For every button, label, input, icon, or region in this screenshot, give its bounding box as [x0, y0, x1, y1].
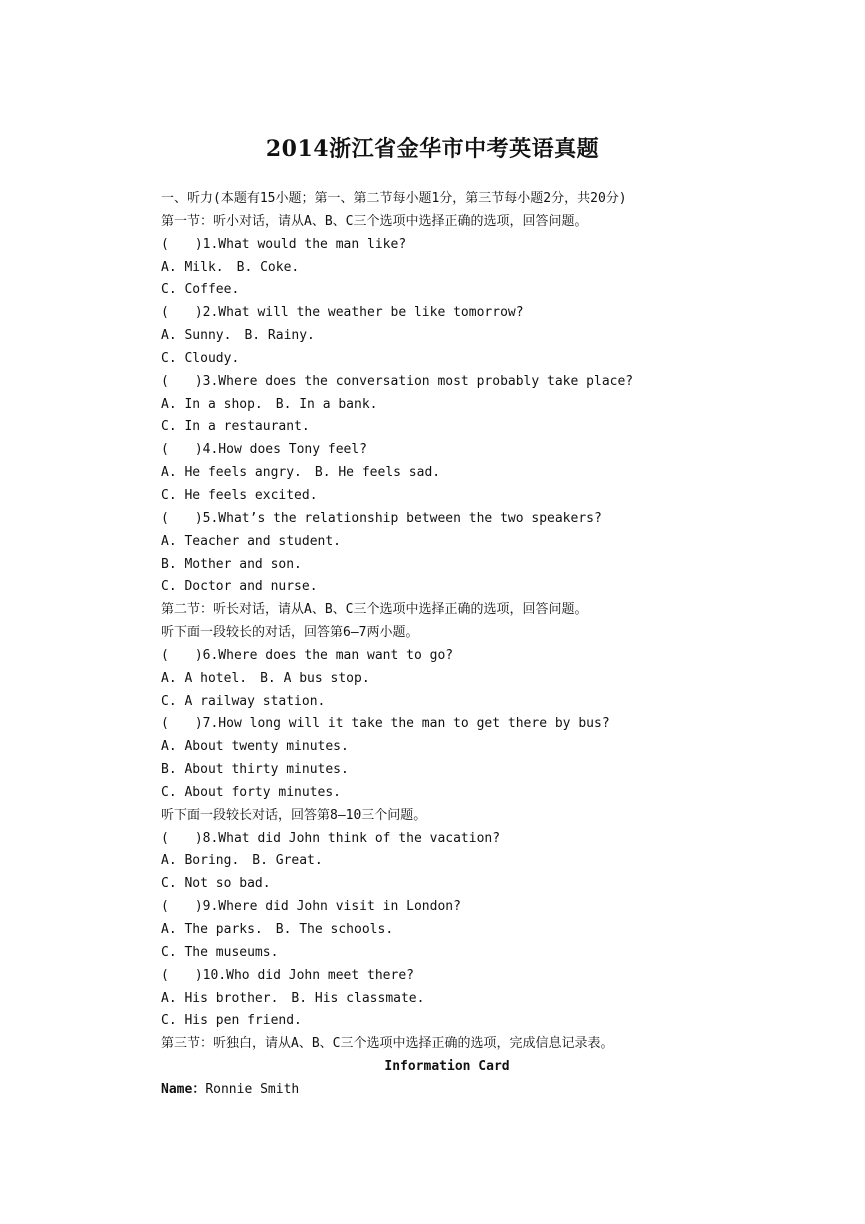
name-value: Ronnie Smith [205, 1081, 300, 1097]
option-line: A. Teacher and student. [161, 533, 342, 549]
option-line: C. The museums. [161, 944, 279, 960]
question-line: ( )8.What did John think of the vacation? [161, 830, 501, 846]
question-line: ( )9.Where did John visit in London? [161, 899, 461, 915]
question-line: ( )2.What will the weather be like tomorrow? [161, 305, 524, 321]
section-instruction: 第一节：听小对话，请从A、B、C三个选项中选择正确的选项，回答问题。 [161, 213, 588, 229]
question-line: ( )7.How long will it take the man to get there by bus? [161, 716, 610, 732]
name-row [161, 1079, 761, 1102]
option-line: C. Doctor and nurse. [161, 579, 318, 595]
card-title: Information Card [384, 1059, 510, 1075]
option-line: C. He feels excited. [161, 487, 318, 503]
option-line: C. Coffee. [161, 282, 240, 298]
option-line: C. About forty minutes. [161, 784, 342, 800]
section-heading: 一、听力(本题有15小题；第一、第二节每小题1分，第三节每小题2分，共20分) [161, 191, 627, 206]
option-line: A. His brother. B. His classmate. [161, 990, 425, 1006]
option-line: A. Milk. B. Coke. [161, 259, 300, 275]
option-line: A. A hotel. B. A bus stop. [161, 670, 370, 686]
option-line: A. The parks. B. The schools. [161, 922, 394, 937]
option-line: B. Mother and son. [161, 556, 302, 572]
option-line: B. About thirty minutes. [161, 762, 349, 778]
question-line: ( )1.What would the man like? [161, 236, 407, 252]
option-line: C. His pen friend. [161, 1013, 302, 1029]
option-line: C. Cloudy. [161, 350, 240, 366]
question-line: ( )3.Where does the conversation most probably take place? [161, 373, 634, 389]
question-line: ( )5.What’s the relationship between the two speakers? [161, 510, 602, 526]
option-line: C. Not so bad. [161, 876, 271, 892]
question-line: ( )6.Where does the man want to go? [161, 647, 454, 663]
option-line: A. He feels angry. B. He feels sad. [161, 465, 441, 481]
question-line: ( )4.How does Tony feel? [161, 442, 368, 458]
section-instruction: 听下面一段较长的对话，回答第6—7两小题。 [161, 625, 419, 641]
section-instruction: 第三节：听独白，请从A、B、C三个选项中选择正确的选项，完成信息记录表。 [161, 1036, 614, 1052]
option-line: A. About twenty minutes. [161, 739, 349, 755]
question-line: ( )10.Who did John meet there? [161, 967, 414, 983]
section-instruction: 听下面一段较长对话，回答第8—10三个问题。 [161, 807, 427, 823]
option-line: A. Sunny. B. Rainy. [161, 328, 315, 344]
option-line: C. A railway station. [161, 693, 326, 709]
option-line: C. In a restaurant. [161, 419, 310, 435]
page-title: 2014浙江省金华市中考英语真题 [265, 136, 600, 162]
name-label: Name： [161, 1081, 206, 1097]
document-body [161, 188, 761, 1102]
option-line: A. In a shop. B. In a bank. [161, 396, 378, 412]
option-line: A. Boring. B. Great. [161, 853, 323, 869]
section-instruction: 第二节：听长对话，请从A、B、C三个选项中选择正确的选项，回答问题。 [161, 602, 588, 618]
